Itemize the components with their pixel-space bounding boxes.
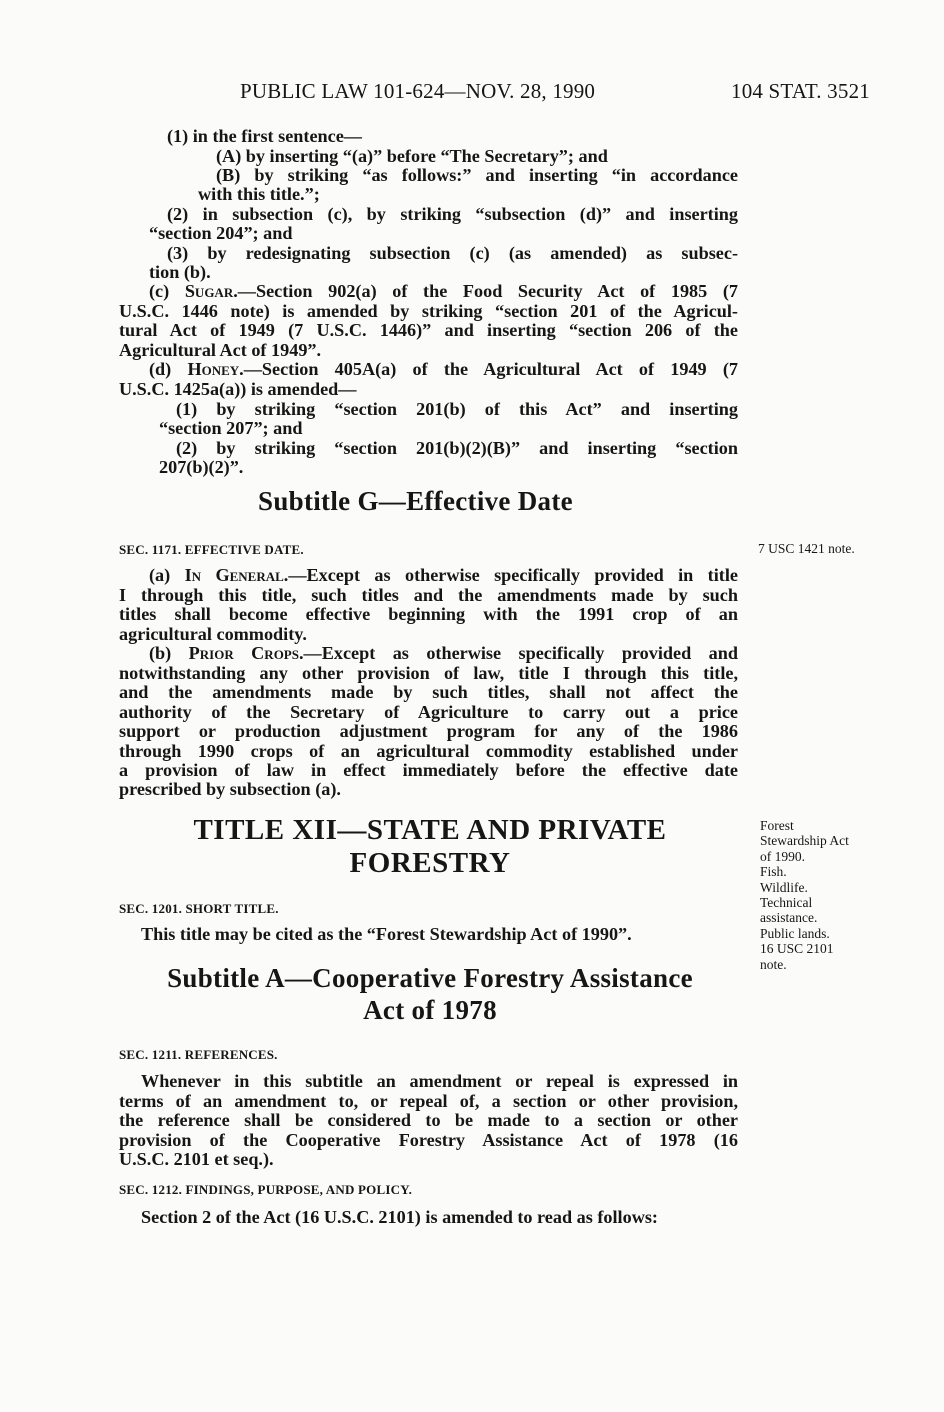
text-line: (1) by striking “section 201(b) of this Act” and inserting bbox=[176, 399, 738, 419]
text-line: 207(b)(2)”. bbox=[159, 457, 244, 477]
text-line: (2) by striking “section 201(b)(2)(B)” and inserting “section bbox=[176, 438, 738, 458]
text-line: tion (b). bbox=[149, 262, 211, 282]
text-line bbox=[149, 282, 738, 302]
subsection-label: (b) bbox=[149, 643, 189, 663]
margin-notes-forestry bbox=[760, 818, 849, 972]
text-line: through 1990 crops of an agricultural commodity established under bbox=[119, 741, 738, 761]
subsection-caption: Sugar bbox=[184, 281, 234, 301]
text-line bbox=[149, 644, 738, 664]
section-1201-heading: SEC. 1201. SHORT TITLE. bbox=[119, 901, 279, 916]
text-line: prescribed by subsection (a). bbox=[119, 779, 341, 799]
margin-note-line: Forest bbox=[760, 818, 794, 833]
margin-note-line: Technical bbox=[760, 895, 813, 911]
text-line: “section 204”; and bbox=[149, 223, 293, 243]
margin-note-line: of 1990. bbox=[760, 848, 805, 864]
text-line bbox=[149, 566, 738, 586]
subsection-text: .—Section 405A(a) of the Agricultural Act of 1949 (7 bbox=[239, 359, 738, 379]
text-line: U.S.C. 1446 note) is amended by striking “section 201 of the Agricul- bbox=[119, 301, 738, 321]
subsection-label: (a) bbox=[149, 565, 185, 585]
subsection-label: (d) bbox=[149, 359, 188, 379]
section-1211-heading: SEC. 1211. REFERENCES. bbox=[119, 1047, 278, 1062]
margin-note-line: Wildlife. bbox=[760, 879, 808, 895]
title-xii-heading-line1: TITLE XII—STATE AND PRIVATE bbox=[193, 814, 667, 846]
text-line: I through this title, such titles and the amendments made by such bbox=[119, 585, 738, 605]
text-line: (A) by inserting “(a)” before “The Secretary”; and bbox=[216, 146, 608, 166]
subsection-caption: Honey bbox=[187, 359, 240, 379]
text-line: with this title.”; bbox=[198, 184, 320, 204]
text-line: provision of the Cooperative Forestry Assistance Act of 1978 (16 bbox=[119, 1130, 738, 1150]
subsection-text: .—Except as otherwise specifically provided in title bbox=[283, 565, 738, 585]
section-1212-heading: SEC. 1212. FINDINGS, PURPOSE, AND POLICY. bbox=[119, 1182, 413, 1197]
subsection-caption: In General bbox=[184, 565, 284, 585]
text-line: tural Act of 1949 (7 U.S.C. 1446)” and inserting “section 206 of the bbox=[119, 320, 738, 340]
section-1171-heading: SEC. 1171. EFFECTIVE DATE. bbox=[119, 542, 304, 557]
text-line: Whenever in this subtitle an amendment or repeal is expressed in bbox=[141, 1071, 738, 1091]
text-line: “section 207”; and bbox=[159, 418, 303, 438]
running-header-law: PUBLIC LAW 101-624—NOV. 28, 1990 bbox=[240, 79, 596, 103]
text-line: a provision of law in effect immediately before the effective date bbox=[119, 760, 738, 780]
text-line: the reference shall be considered to be made to a section or other bbox=[119, 1110, 738, 1130]
title-xii-heading-line2: FORESTRY bbox=[349, 847, 511, 879]
text-line: support or production adjustment program for any of the 1986 bbox=[119, 721, 738, 741]
text-line: and the amendments made by such titles, shall not affect the bbox=[119, 682, 738, 702]
text-line: Agricultural Act of 1949”. bbox=[119, 340, 322, 360]
subtitle-a-heading-line2: Act of 1978 bbox=[363, 995, 497, 1025]
section-1201-text: This title may be cited as the “Forest Stewardship Act of 1990”. bbox=[141, 924, 632, 944]
margin-note-line: Stewardship Act bbox=[760, 833, 849, 849]
text-line: agricultural commodity. bbox=[119, 624, 307, 644]
margin-note-usc: 7 USC 1421 note. bbox=[758, 541, 855, 556]
subtitle-a-heading-line1: Subtitle A—Cooperative Forestry Assistance bbox=[167, 963, 693, 993]
text-line: (B) by striking “as follows:” and inserting “in accordance bbox=[216, 165, 738, 185]
text-line: (3) by redesignating subsection (c) (as amended) as subsec- bbox=[167, 243, 738, 263]
text-line: U.S.C. 2101 et seq.). bbox=[119, 1149, 274, 1169]
text-line: U.S.C. 1425a(a)) is amended— bbox=[119, 379, 357, 399]
subsection-text: .—Section 902(a) of the Food Security Act of 1985 (7 bbox=[233, 281, 738, 301]
text-line: terms of an amendment to, or repeal of, a section or other provision, bbox=[119, 1091, 738, 1111]
subsection-label: (c) bbox=[149, 281, 185, 301]
text-line bbox=[149, 360, 738, 380]
text-line: (1) in the first sentence— bbox=[167, 126, 362, 146]
subtitle-g-heading: Subtitle G—Effective Date bbox=[258, 486, 573, 516]
subsection-text: .—Except as otherwise specifically provided and bbox=[298, 643, 738, 663]
running-header-stat: 104 STAT. 3521 bbox=[731, 79, 870, 103]
text-line: (2) in subsection (c), by striking “subsection (d)” and inserting bbox=[167, 204, 738, 224]
margin-note-line: Fish. bbox=[760, 864, 787, 880]
margin-note-line: assistance. bbox=[760, 910, 818, 926]
subsection-caption: Prior Crops bbox=[188, 643, 299, 663]
text-line: notwithstanding any other provision of law, title I through this title, bbox=[119, 663, 738, 683]
text-line: titles shall become effective beginning with the 1991 crop of an bbox=[119, 604, 738, 624]
margin-note-line: 16 USC 2101 bbox=[760, 941, 834, 957]
section-1212-text: Section 2 of the Act (16 U.S.C. 2101) is amended to read as follows: bbox=[141, 1207, 658, 1227]
text-line: authority of the Secretary of Agriculture to carry out a price bbox=[119, 702, 738, 722]
margin-note-line: note. bbox=[760, 956, 787, 972]
margin-note-line: Public lands. bbox=[760, 925, 830, 941]
